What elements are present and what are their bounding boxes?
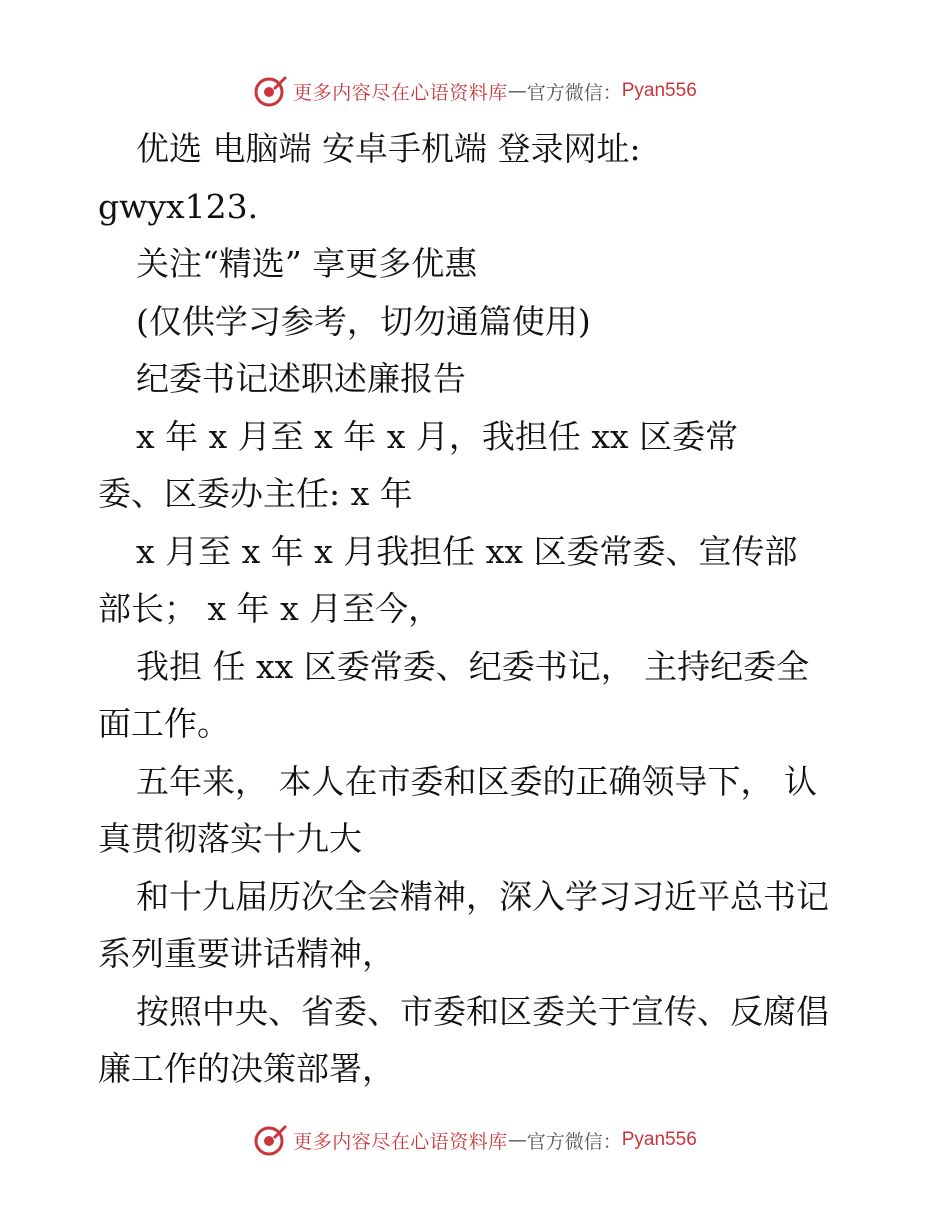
- doc-line-9: 部长； x 年 x 月至今，: [98, 589, 442, 628]
- doc-line-3: 关注“精选” 享更多优惠: [136, 244, 478, 283]
- red-pen-circle-logo-icon: [253, 1122, 289, 1158]
- doc-line-6: x 年 x 月至 x 年 x 月，我担任 xx 区委常: [136, 416, 739, 456]
- doc-title: 纪委书记述职述廉报告: [136, 359, 466, 398]
- red-pen-circle-logo-icon: [253, 73, 289, 109]
- doc-line-1: 优选 电脑端 安卓手机端 登录网址:: [136, 129, 641, 168]
- banner-separator: —: [507, 80, 527, 102]
- doc-line-12: 五年来， 本人在市委和区委的正确领导下， 认: [136, 761, 817, 801]
- doc-line-17: 廉工作的决策部署，: [98, 1049, 395, 1088]
- doc-line-16: 按照中央、省委、市委和区委关于宣传、反腐倡: [136, 991, 829, 1031]
- doc-line-4: (仅供学习参考，切勿通篇使用): [136, 301, 591, 341]
- banner-wechat-id: Pyan556: [621, 80, 697, 101]
- footer-watermark-banner: [0, 1120, 950, 1160]
- doc-line-10: 我担 任 xx 区委常委、纪委书记， 主持纪委全: [136, 646, 810, 686]
- doc-line-2: gwyx123.: [98, 186, 259, 226]
- banner-wechat-label: 官方微信：: [526, 1130, 622, 1153]
- doc-line-15: 系列重要讲话精神，: [98, 934, 395, 973]
- banner-separator: —: [507, 1129, 527, 1151]
- banner-wechat-label: 官方微信：: [526, 81, 622, 104]
- doc-line-11: 面工作。: [98, 704, 230, 743]
- doc-line-7: 委、区委办主任: x 年: [98, 474, 413, 513]
- banner-text: 更多内容尽在心语资料库: [293, 1130, 508, 1153]
- header-watermark-banner: [0, 71, 950, 111]
- banner-text: 更多内容尽在心语资料库: [293, 81, 508, 104]
- doc-line-13: 真贯彻落实十九大: [98, 819, 362, 858]
- doc-line-14: 和十九届历次全会精神，深入学习习近平总书记: [136, 876, 829, 916]
- banner-wechat-id: Pyan556: [621, 1129, 697, 1150]
- doc-line-8: x 月至 x 年 x 月我担任 xx 区委常委、宣传部: [136, 531, 798, 571]
- document-body: [98, 120, 853, 1098]
